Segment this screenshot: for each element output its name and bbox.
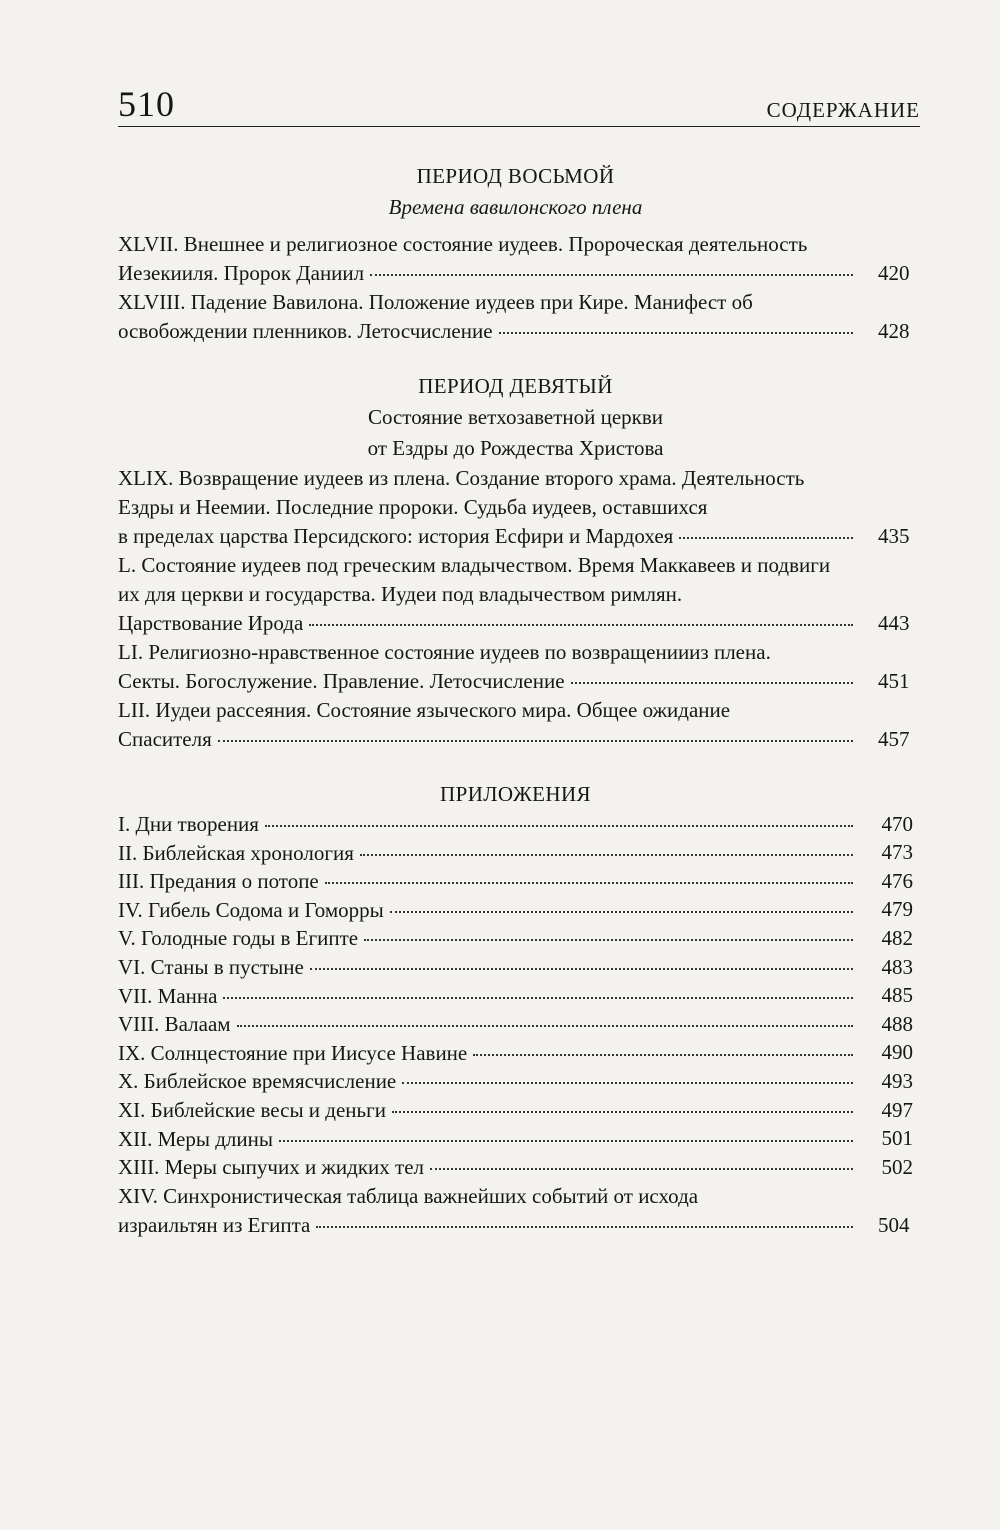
- dot-leader: [316, 1225, 853, 1228]
- dot-leader: [309, 623, 853, 626]
- dot-leader: [325, 881, 853, 884]
- entry-text: XIII. Меры сыпучих и жидких тел: [118, 1155, 425, 1180]
- entry-text: IX. Солнцестояние при Иисусе Навине: [118, 1040, 468, 1065]
- entry-line: LII. Иудеи рассеяния. Состояние языческого мира. Общее ожидание: [118, 698, 731, 722]
- appendix-entry: [118, 953, 913, 982]
- toc-entry: XLIX. Возвращение иудеев из плена. Создание второго храма. Деятельность Ездры и Неемии. Последние пророки. Судьба иудеев, оставшихся в пределах царства Персидского: история Есфири и Мардохея 435: [118, 464, 913, 551]
- dot-leader: [223, 996, 853, 999]
- toc-entry: LI. Религиозно-нравственное состояние иудеев по возвращениииз плена. Секты. Богослужение. Правление. Летосчисление 451: [118, 638, 913, 696]
- page-ref: 488: [881, 1011, 913, 1036]
- toc-entry: XIV. Синхронистическая таблица важнейших событий от исхода израильтян из Египта 504: [118, 1182, 913, 1240]
- entry-text: II. Библейская хронология: [118, 840, 354, 865]
- dot-leader: [571, 681, 853, 684]
- page-number: 510: [118, 84, 175, 124]
- entry-line: XLVII. Внешнее и религиозное состояние иудеев. Пророческая деятельность: [118, 232, 808, 256]
- dot-leader: [364, 938, 853, 941]
- dot-leader: [499, 331, 853, 334]
- appendix-entry: [118, 1039, 913, 1068]
- toc-entry: XLVII. Внешнее и религиозное состояние иудеев. Пророческая деятельность Иезекииля. Пророк Даниил 420: [118, 230, 913, 288]
- appendix-entry: [118, 1153, 913, 1182]
- entry-line: XLIX. Возвращение иудеев из плена. Создание второго храма. Деятельность: [118, 466, 805, 490]
- page-ref: 485: [881, 983, 913, 1008]
- appendix-entry: [118, 810, 913, 839]
- appendix-entry: [118, 1125, 913, 1154]
- entry-line: израильтян из Египта: [118, 1212, 311, 1237]
- period-8-subtitle: Времена вавилонского плена: [388, 195, 643, 219]
- appendix-entry: [118, 839, 913, 868]
- entry-line: LI. Религиозно-нравственное состояние иудеев по возвращениииз плена.: [118, 640, 771, 664]
- dot-leader: [473, 1053, 853, 1056]
- entry-text: XII. Меры длины: [118, 1126, 273, 1151]
- appendix-entry: [118, 896, 913, 925]
- dot-leader: [310, 967, 853, 970]
- period-9-title: ПЕРИОД ДЕВЯТЫЙ: [418, 374, 613, 398]
- dot-leader: [390, 910, 853, 913]
- entry-line: Царствование Ирода: [118, 611, 304, 635]
- dot-leader: [370, 273, 853, 276]
- appendix-entry: [118, 982, 913, 1011]
- table-of-contents: [118, 160, 913, 1240]
- page-ref: 470: [881, 811, 913, 836]
- dot-leader: [392, 1110, 853, 1113]
- period-9-subtitle-line-2: от Ездры до Рождества Христова: [367, 436, 664, 460]
- toc-entry: XLVIII. Падение Вавилона. Положение иудеев при Кире. Манифест об освобождении пленников. Летосчисление 428: [118, 288, 913, 346]
- entry-text: XI. Библейские весы и деньги: [118, 1097, 386, 1122]
- entry-line: Иезекииля. Пророк Даниил: [118, 261, 365, 285]
- appendix-entry: [118, 867, 913, 896]
- page-ref: 501: [881, 1126, 913, 1151]
- appendix-entry: [118, 1067, 913, 1096]
- page-ref: 479: [881, 897, 913, 922]
- entry-text: VI. Станы в пустыне: [118, 954, 304, 979]
- page-ref: 473: [881, 840, 913, 865]
- entry-line: освобождении пленников. Летосчисление: [118, 319, 493, 343]
- entry-text: III. Предания о потопе: [118, 869, 319, 894]
- dot-leader: [402, 1081, 853, 1084]
- dot-leader: [218, 739, 853, 742]
- appendix-title: ПРИЛОЖЕНИЯ: [440, 782, 591, 806]
- entry-line: XIV. Синхронистическая таблица важнейших событий от исхода: [118, 1183, 699, 1208]
- period-9-subtitle-line-1: Состояние ветхозаветной церкви: [367, 405, 664, 429]
- appendix-entry: [118, 1010, 913, 1039]
- page-ref: 502: [881, 1154, 913, 1179]
- page-ref: 497: [881, 1097, 913, 1122]
- entry-line: Ездры и Неемии. Последние пророки. Судьба иудеев, оставшихся: [118, 495, 708, 519]
- dot-leader: [279, 1139, 853, 1142]
- entry-line: XLVIII. Падение Вавилона. Положение иудеев при Кире. Манифест об: [118, 290, 753, 314]
- entry-line: Спасителя: [118, 727, 212, 751]
- entry-line: в пределах царства Персидского: история Есфири и Мардохея: [118, 524, 674, 548]
- entry-text: VII. Манна: [118, 983, 218, 1008]
- dot-leader: [430, 1167, 853, 1170]
- appendix-entry: [118, 924, 913, 953]
- dot-leader: [360, 853, 853, 856]
- page-ref: 493: [881, 1068, 913, 1093]
- toc-entry: L. Состояние иудеев под греческим владычеством. Время Маккавеев и подвиги их для церкви и государства. Иудеи под владычеством римлян. Царствование Ирода 443: [118, 551, 913, 638]
- entry-text: I. Дни творения: [118, 812, 259, 836]
- page-ref: 483: [881, 954, 913, 979]
- entry-line: L. Состояние иудеев под греческим владычеством. Время Маккавеев и подвиги: [118, 553, 831, 577]
- dot-leader: [679, 536, 853, 539]
- entry-line: их для церкви и государства. Иудеи под владычеством римлян.: [118, 582, 683, 606]
- entry-text: VIII. Валаам: [118, 1012, 231, 1037]
- page-ref: 490: [881, 1040, 913, 1065]
- running-title: СОДЕРЖАНИЕ: [766, 98, 920, 122]
- entry-text: IV. Гибель Содома и Гоморры: [118, 897, 384, 922]
- page-header: [118, 82, 920, 127]
- entry-text: V. Голодные годы в Египте: [118, 926, 359, 951]
- entry-line: Секты. Богослужение. Правление. Летосчисление: [118, 669, 565, 693]
- toc-entry: LII. Иудеи рассеяния. Состояние языческого мира. Общее ожидание Спасителя 457: [118, 696, 913, 754]
- dot-leader: [237, 1024, 853, 1027]
- page-ref: 476: [881, 868, 913, 893]
- dot-leader: [265, 824, 853, 827]
- period-8-title: ПЕРИОД ВОСЬМОЙ: [416, 164, 615, 188]
- entry-text: X. Библейское времясчисление: [118, 1069, 397, 1094]
- appendix-entry: [118, 1096, 913, 1125]
- page-ref: 482: [881, 925, 913, 950]
